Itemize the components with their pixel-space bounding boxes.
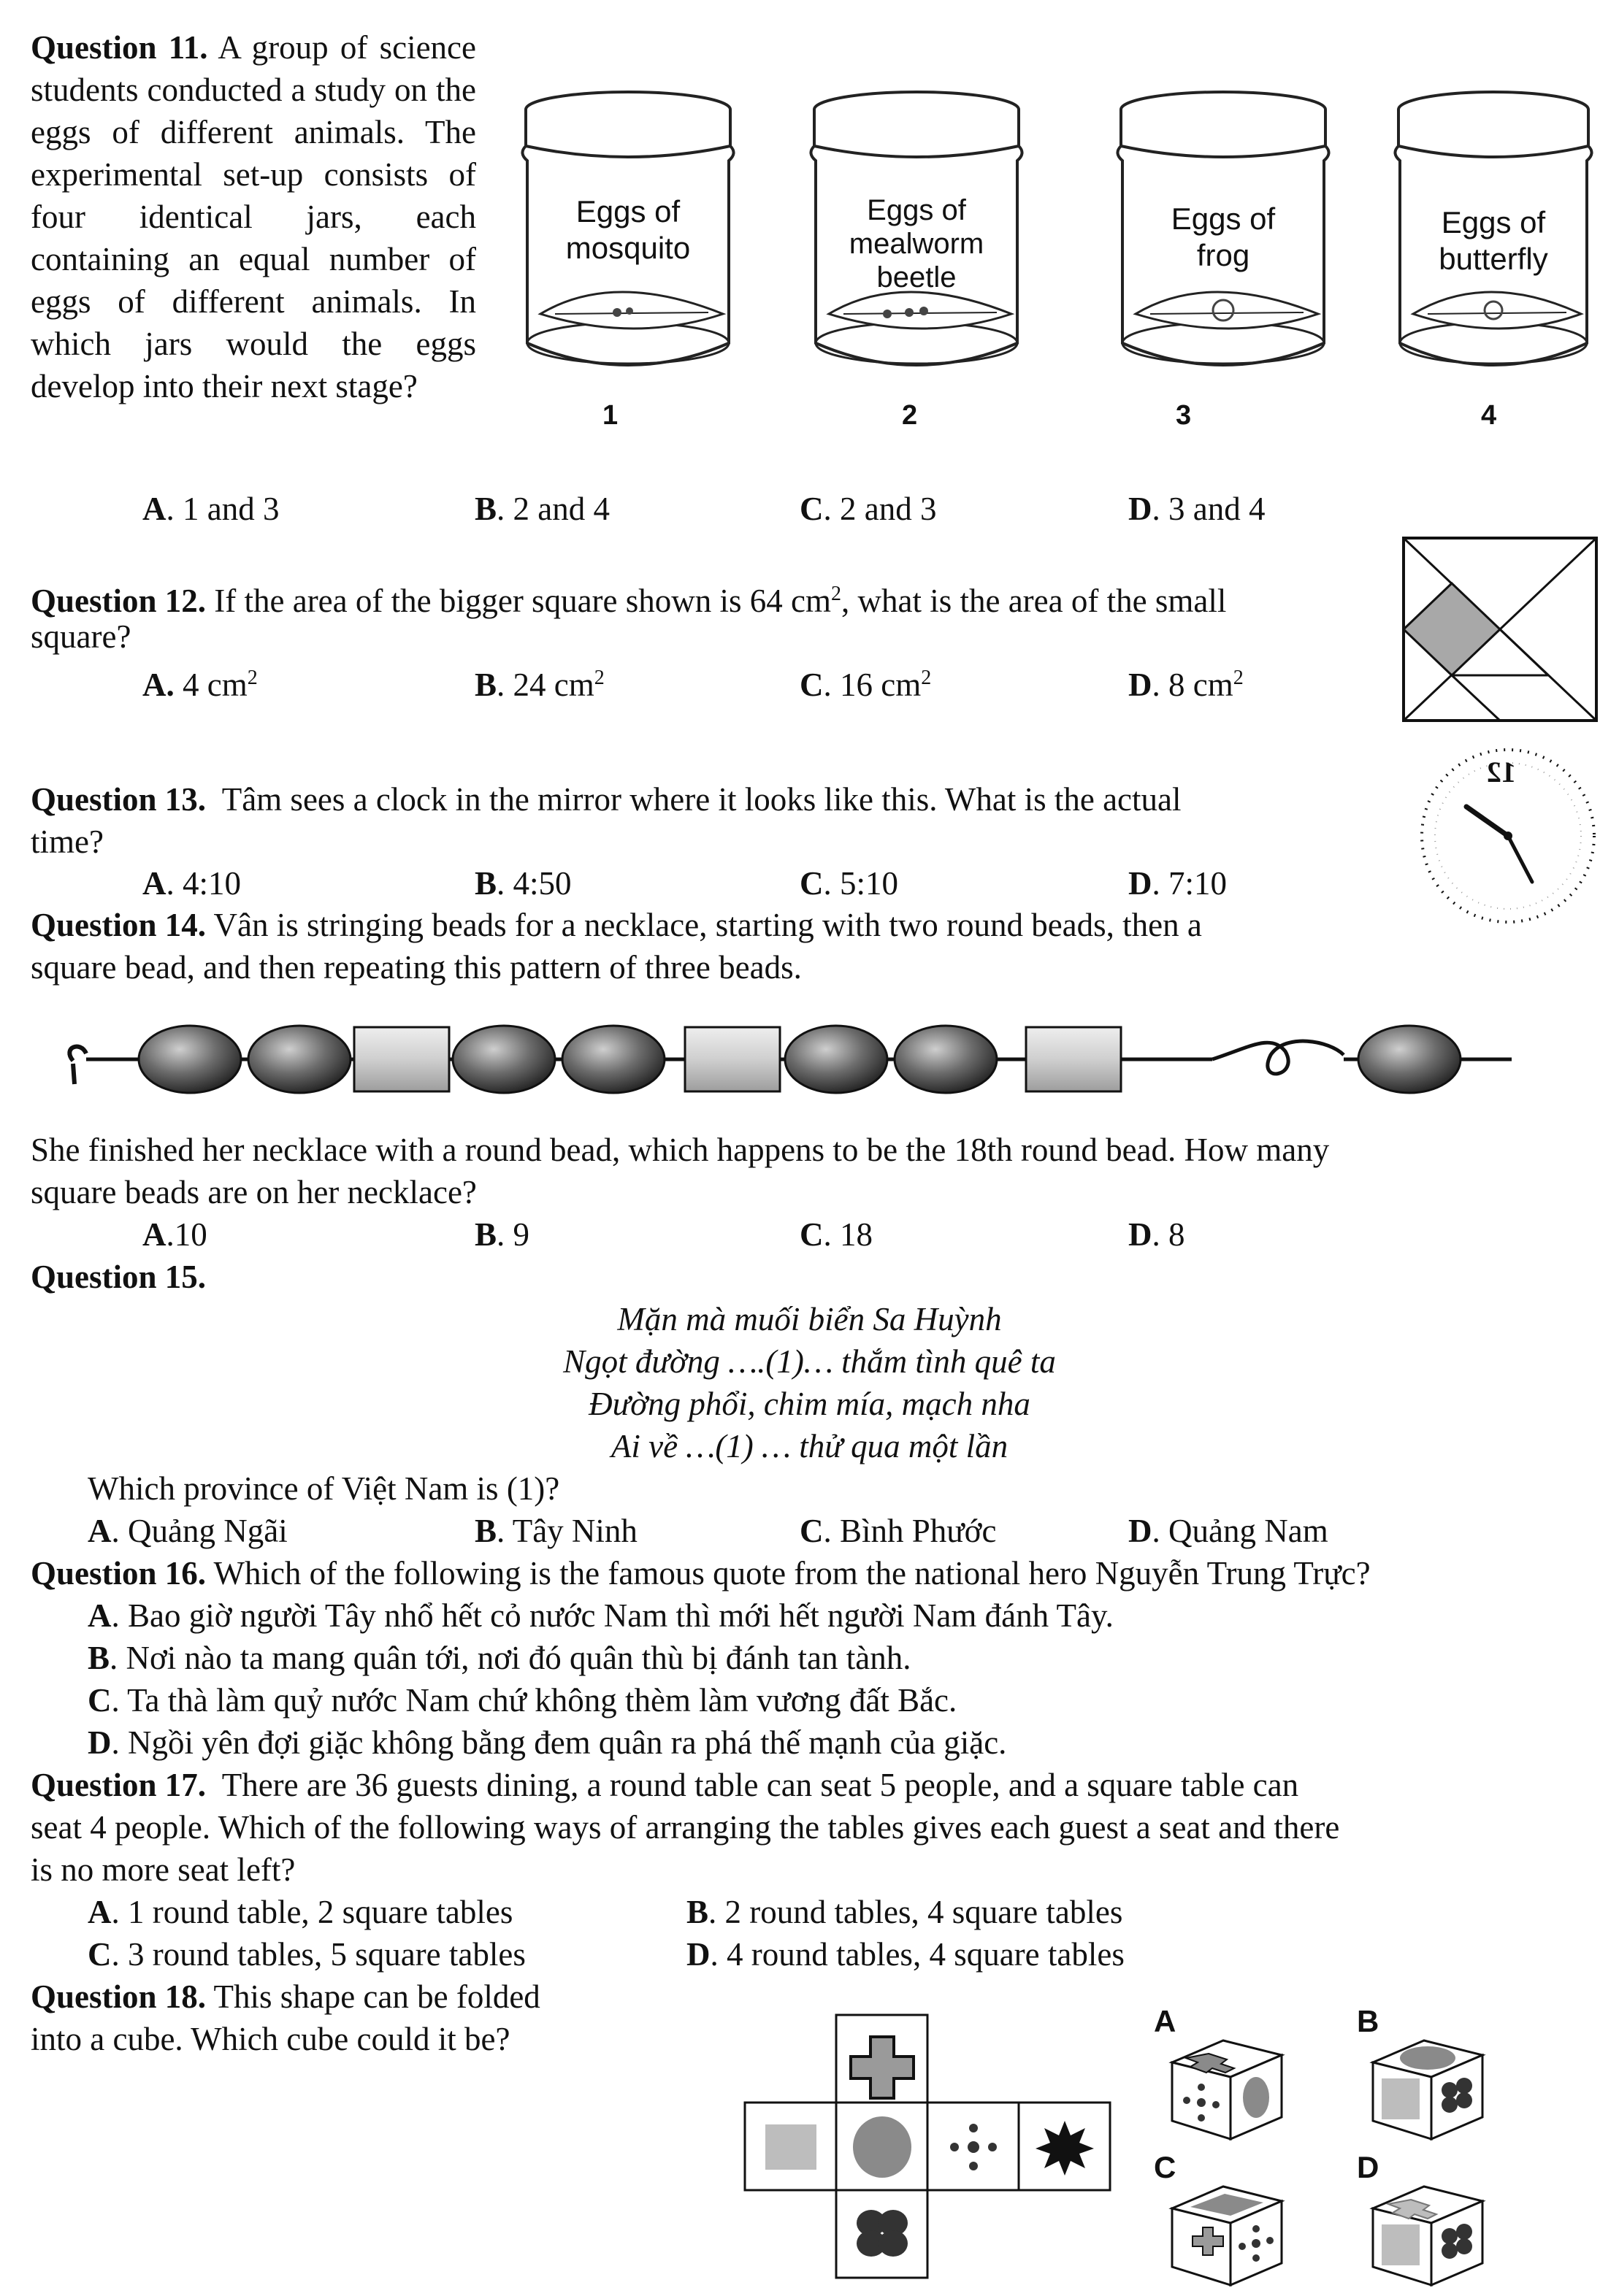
grey-square-icon bbox=[765, 2124, 816, 2170]
q14-text-line2: square bead, and then repeating this pattern of three beads. bbox=[31, 949, 802, 986]
q12-text-cont: square? bbox=[31, 618, 131, 655]
q16-option-a[interactable]: A. Bao giờ người Tây nhổ hết cỏ nước Nam thì mới hết người Nam đánh Tây. bbox=[88, 1597, 1114, 1634]
q14-text-line4: square beads are on her necklace? bbox=[31, 1174, 477, 1210]
q11-option-a[interactable]: A. 1 and 3 bbox=[142, 491, 280, 527]
cube-label-d: D bbox=[1357, 2150, 1379, 2184]
q11-option-b[interactable]: B. 2 and 4 bbox=[475, 491, 610, 527]
poem-line-1: Mặn mà muối biển Sa Huỳnh bbox=[617, 1301, 1002, 1337]
clock-twelve-mirrored: 12 bbox=[1487, 756, 1516, 788]
jar-3-line2: frog bbox=[1196, 238, 1250, 272]
q14-option-a[interactable]: A.10 bbox=[142, 1216, 207, 1253]
jar-1-number: 1 bbox=[602, 400, 619, 431]
q17-option-d[interactable]: D. 4 round tables, 4 square tables bbox=[686, 1936, 1125, 1973]
q14-bead-necklace bbox=[58, 1018, 1519, 1099]
jar-2-line3: beetle bbox=[876, 261, 957, 293]
q11-option-d[interactable]: D. 3 and 4 bbox=[1128, 491, 1266, 527]
q12-option-a[interactable]: A. 4 $cm^2$ bbox=[142, 667, 258, 703]
q17-option-a[interactable]: A. 1 round table, 2 square tables bbox=[88, 1894, 513, 1930]
q16-option-d[interactable]: D. Ngồi yên đợi giặc không bằng đem quân ra phá thế mạnh của giặc. bbox=[88, 1724, 1007, 1761]
q17-text-line2: seat 4 people. Which of the following ways of arranging the tables gives each guest a seat and there bbox=[31, 1809, 1340, 1846]
q16-text: Question 16. Which of the following is the famous quote from the national hero Nguyễn Trung Trực? bbox=[31, 1555, 1371, 1592]
q12-square-figure bbox=[1402, 537, 1599, 723]
q13-option-d[interactable]: D. 7:10 bbox=[1128, 865, 1228, 902]
q11-jar-1 bbox=[511, 80, 745, 387]
cube-option-a[interactable] bbox=[1165, 2033, 1289, 2143]
q18-text-line1: Question 18. This shape can be folded bbox=[31, 1978, 540, 2015]
poem-line-3: Đường phổi, chim mía, mạch nha bbox=[589, 1386, 1030, 1422]
q13-option-c[interactable]: C. 5:10 bbox=[800, 865, 899, 902]
jar-2-number: 2 bbox=[902, 400, 918, 431]
q14-option-b[interactable]: B. 9 bbox=[475, 1216, 530, 1253]
jar-4-line2: butterfly bbox=[1439, 242, 1548, 276]
jar-2-line1: Eggs of bbox=[867, 194, 966, 226]
poem-line-2: Ngọt đường ….(1)… thắm tình quê ta bbox=[563, 1343, 1056, 1380]
q11-label: Question 11. bbox=[31, 29, 208, 66]
jar-2-line2: mealworm bbox=[849, 228, 984, 260]
q17-option-c[interactable]: C. 3 round tables, 5 square tables bbox=[88, 1936, 526, 1973]
jar-3-line1: Eggs of bbox=[1171, 201, 1276, 236]
q15-option-c[interactable]: C. Bình Phước bbox=[800, 1513, 997, 1549]
grey-circle-icon bbox=[853, 2116, 911, 2178]
q17-option-b[interactable]: B. 2 round tables, 4 square tables bbox=[686, 1894, 1123, 1930]
q16-option-b[interactable]: B. Nơi nào ta mang quân tới, nơi đó quân thù bị đánh tan tành. bbox=[88, 1640, 911, 1676]
q11-option-c[interactable]: C. 2 and 3 bbox=[800, 491, 937, 527]
q15-poem bbox=[0, 1298, 1619, 1467]
q13-option-a[interactable]: A. 4:10 bbox=[142, 865, 242, 902]
q14-text-line3: She finished her necklace with a round bead, which happens to be the 18th round bead. How many bbox=[31, 1132, 1330, 1168]
cube-option-b[interactable] bbox=[1366, 2033, 1490, 2143]
cube-label-a: A bbox=[1154, 2004, 1176, 2038]
jar-4-number: 4 bbox=[1481, 400, 1497, 431]
q16-option-c[interactable]: C. Ta thà làm quỷ nước Nam chứ không thèm làm vương đất Bắc. bbox=[88, 1682, 957, 1719]
q13-mirror-clock bbox=[1417, 745, 1599, 927]
cube-option-d[interactable] bbox=[1366, 2179, 1490, 2289]
q15-option-a[interactable]: A. Quảng Ngãi bbox=[88, 1513, 288, 1549]
jar-1-line1: Eggs of bbox=[575, 194, 681, 229]
q11-body: A group of science students conducted a study on the eggs of different animals. The experimental set-up consists of four identical jars, each containing an equal number of eggs of different animals. In which jars would the eggs develop into their next stage? bbox=[31, 29, 476, 404]
q15-label: Question 15. bbox=[31, 1259, 207, 1295]
q15-option-d[interactable]: D. Quảng Nam bbox=[1128, 1513, 1328, 1549]
q12-text: Question 12. If the area of the bigger square shown is 64 $cm^2$, what is the area of the small bbox=[31, 583, 1227, 619]
q14-option-d[interactable]: D. 8 bbox=[1128, 1216, 1185, 1253]
jar-3-number: 3 bbox=[1176, 400, 1192, 431]
jar-4-line1: Eggs of bbox=[1441, 205, 1546, 239]
q11-jar-3 bbox=[1106, 80, 1340, 387]
q15-prompt: Which province of Việt Nam is (1)? bbox=[88, 1470, 560, 1507]
q11-jar-2 bbox=[800, 80, 1033, 387]
q12-option-c[interactable]: C. 16 $cm^2$ bbox=[800, 667, 932, 703]
jar-1-line2: mosquito bbox=[565, 231, 691, 265]
cube-label-c: C bbox=[1154, 2150, 1176, 2184]
q14-text: Question 14. Vân is stringing beads for a necklace, starting with two round beads, then a bbox=[31, 907, 1202, 943]
q18-text-line2: into a cube. Which cube could it be? bbox=[31, 2021, 510, 2057]
cube-option-c[interactable] bbox=[1165, 2179, 1289, 2289]
poem-line-4: Ai về …(1) … thử qua một lần bbox=[611, 1428, 1008, 1464]
cube-label-b: B bbox=[1357, 2004, 1379, 2038]
q17-text-line1: Question 17. There are 36 guests dining, a round table can seat 5 people, and a square table can bbox=[31, 1767, 1299, 1803]
q17-text-line3: is no more seat left? bbox=[31, 1851, 296, 1888]
q15-option-b[interactable]: B. Tây Ninh bbox=[475, 1513, 638, 1549]
q12-option-d[interactable]: D. 8 $cm^2$ bbox=[1128, 667, 1244, 703]
q11-jar-4 bbox=[1384, 80, 1603, 387]
q18-cube-net bbox=[745, 2011, 1125, 2285]
q14-option-c[interactable]: C. 18 bbox=[800, 1216, 873, 1253]
q11-text bbox=[31, 26, 476, 407]
q12-option-b[interactable]: B. 24 $cm^2$ bbox=[475, 667, 605, 703]
q13-text: Question 13. Tâm sees a clock in the mirror where it looks like this. What is the actual bbox=[31, 781, 1182, 818]
q13-option-b[interactable]: B. 4:50 bbox=[475, 865, 572, 902]
q13-text-cont: time? bbox=[31, 823, 104, 860]
